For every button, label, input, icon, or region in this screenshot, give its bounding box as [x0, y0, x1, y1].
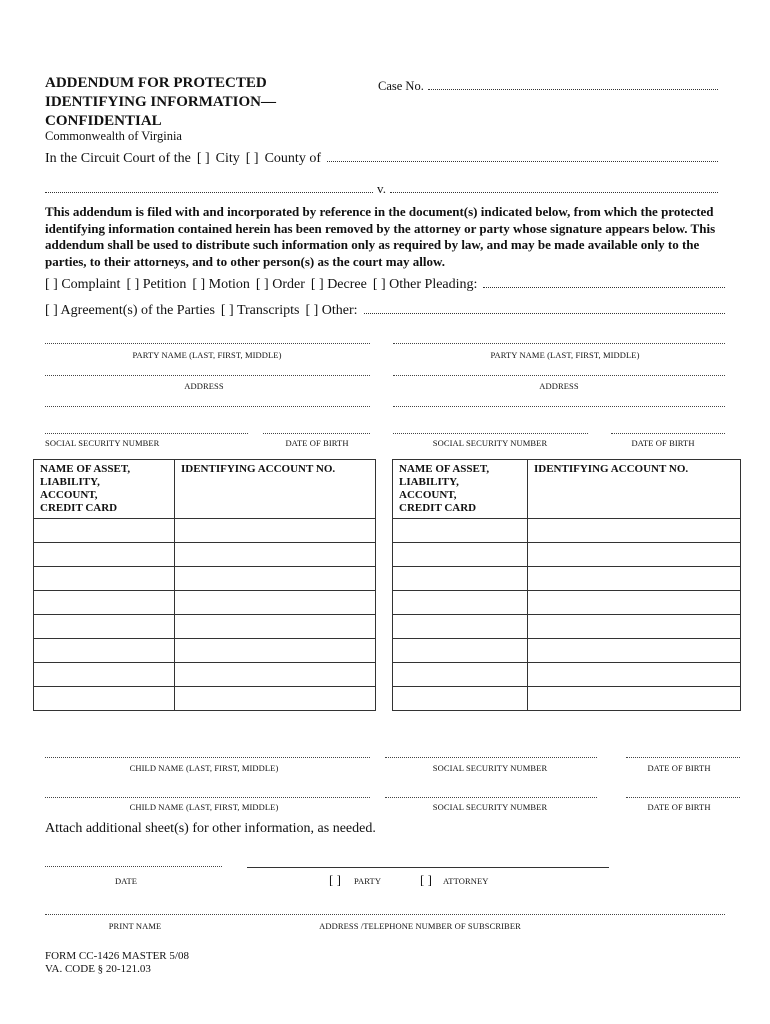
account-no-cell[interactable]	[175, 687, 376, 711]
table-row	[393, 591, 741, 615]
party2-address-line[interactable]	[393, 375, 725, 376]
child1-name-line[interactable]	[45, 757, 370, 758]
table-row	[393, 519, 741, 543]
table-row	[34, 567, 376, 591]
complaint-checkbox[interactable]: [ ] Complaint	[45, 277, 121, 292]
account-no-cell[interactable]	[528, 687, 741, 711]
asset-table-right	[392, 459, 741, 711]
attorney-label: ATTORNEY	[443, 876, 489, 886]
child2-ssn-line[interactable]	[385, 797, 597, 798]
date-line[interactable]	[45, 866, 222, 867]
table-row	[34, 519, 376, 543]
account-no-cell[interactable]	[175, 519, 376, 543]
form-footer	[45, 950, 189, 976]
party2-name-line[interactable]	[393, 343, 725, 344]
child1-ssn-line[interactable]	[385, 757, 597, 758]
va-code: VA. CODE § 20-121.03	[45, 963, 151, 975]
date-label: DATE	[114, 876, 138, 886]
party-checkbox[interactable]: [ ]	[329, 872, 341, 887]
defendant-line[interactable]	[390, 192, 718, 193]
asset-name-cell[interactable]	[393, 615, 528, 639]
document-types-line-1	[45, 277, 725, 293]
asset-name-cell[interactable]	[393, 663, 528, 687]
account-no-cell[interactable]	[175, 615, 376, 639]
party2-dob-label: DATE OF BIRTH	[631, 438, 695, 448]
plaintiff-line[interactable]	[45, 192, 373, 193]
account-no-cell[interactable]	[175, 639, 376, 663]
table-row	[34, 663, 376, 687]
versus-label: v.	[377, 181, 386, 196]
signature-line[interactable]	[247, 867, 609, 868]
party2-name-label: PARTY NAME (LAST, FIRST, MIDDLE)	[490, 350, 640, 360]
asset-name-cell[interactable]	[393, 519, 528, 543]
table-row	[34, 687, 376, 711]
transcripts-checkbox[interactable]: [ ] Transcripts	[220, 303, 300, 318]
court-line	[45, 151, 718, 167]
child2-dob-label: DATE OF BIRTH	[647, 802, 711, 812]
account-no-cell[interactable]	[528, 591, 741, 615]
asset-name-header: NAME OF ASSET, LIABILITY, ACCOUNT, CREDIT CARD	[393, 460, 528, 519]
party2-address-label: ADDRESS	[539, 381, 579, 391]
table-row	[34, 591, 376, 615]
asset-name-cell[interactable]	[34, 543, 175, 567]
attach-note: Attach additional sheet(s) for other information, as needed.	[45, 821, 376, 836]
table-row	[393, 615, 741, 639]
commonwealth-label: Commonwealth of Virginia	[45, 129, 182, 143]
title-line-3: CONFIDENTIAL	[45, 113, 162, 129]
child2-dob-line[interactable]	[626, 797, 740, 798]
decree-checkbox[interactable]: [ ] Decree	[310, 277, 367, 292]
county-checkbox[interactable]: [ ]	[245, 151, 259, 166]
party1-ssn-line[interactable]	[45, 433, 248, 434]
child2-name-line[interactable]	[45, 797, 370, 798]
asset-name-cell[interactable]	[393, 639, 528, 663]
party2-address-line-2[interactable]	[393, 406, 725, 407]
child1-ssn-label: SOCIAL SECURITY NUMBER	[432, 763, 548, 773]
form-number: FORM CC-1426 MASTER 5/08	[45, 950, 189, 962]
party-label: PARTY	[354, 876, 382, 886]
child1-name-label: CHILD NAME (LAST, FIRST, MIDDLE)	[129, 763, 279, 773]
party1-address-label: ADDRESS	[184, 381, 224, 391]
account-no-cell[interactable]	[528, 615, 741, 639]
party1-name-line[interactable]	[45, 343, 370, 344]
asset-name-header: NAME OF ASSET, LIABILITY, ACCOUNT, CREDIT CARD	[34, 460, 175, 519]
table-row	[34, 639, 376, 663]
asset-name-cell[interactable]	[393, 567, 528, 591]
account-no-cell[interactable]	[175, 567, 376, 591]
child1-dob-line[interactable]	[626, 757, 740, 758]
other-pleading-checkbox[interactable]: [ ] Other Pleading:	[372, 277, 478, 292]
account-no-cell[interactable]	[175, 663, 376, 687]
other-line[interactable]	[364, 313, 725, 314]
attorney-checkbox[interactable]: [ ]	[420, 872, 432, 887]
account-no-cell[interactable]	[528, 567, 741, 591]
asset-name-cell[interactable]	[34, 591, 175, 615]
table-row	[393, 663, 741, 687]
case-no-field[interactable]	[378, 79, 718, 94]
asset-name-cell[interactable]	[393, 543, 528, 567]
child1-dob-label: DATE OF BIRTH	[647, 763, 711, 773]
account-no-cell[interactable]	[528, 663, 741, 687]
asset-name-cell[interactable]	[34, 687, 175, 711]
child2-name-label: CHILD NAME (LAST, FIRST, MIDDLE)	[129, 802, 279, 812]
other-checkbox[interactable]: [ ] Other:	[305, 303, 358, 318]
court-label: In the Circuit Court of the	[45, 151, 191, 166]
asset-name-cell[interactable]	[34, 615, 175, 639]
document-types-line-2	[45, 303, 725, 319]
table-row	[393, 567, 741, 591]
account-no-header: IDENTIFYING ACCOUNT NO.	[528, 460, 741, 519]
parties-versus-line	[45, 181, 718, 197]
print-name-label: PRINT NAME	[108, 921, 162, 931]
print-name-address-line[interactable]	[45, 914, 725, 915]
table-row	[393, 639, 741, 663]
table-row	[34, 615, 376, 639]
case-no-line[interactable]	[428, 89, 718, 90]
title-line-1: ADDENDUM FOR PROTECTED	[45, 75, 267, 91]
order-checkbox[interactable]: [ ] Order	[255, 277, 305, 292]
addendum-statement: This addendum is filed with and incorporated by reference in the document(s) indicated below, from which the protected identifying information contained herein has been removed by the attorney or party whose signature appears below. This addendum shall be used to distribute such information only as required by law, and may be made available only to the parties, to their attorneys, and to other person(s) as the court may allow.	[45, 204, 716, 269]
asset-name-cell[interactable]	[34, 567, 175, 591]
table-row	[393, 687, 741, 711]
asset-name-cell[interactable]	[34, 663, 175, 687]
asset-name-cell[interactable]	[393, 687, 528, 711]
asset-table-left	[33, 459, 376, 711]
account-no-cell[interactable]	[175, 591, 376, 615]
account-no-cell[interactable]	[528, 543, 741, 567]
asset-name-cell[interactable]	[34, 639, 175, 663]
asset-name-cell[interactable]	[393, 591, 528, 615]
county-line[interactable]	[327, 161, 718, 162]
account-no-cell[interactable]	[528, 639, 741, 663]
address-phone-label: ADDRESS /TELEPHONE NUMBER OF SUBSCRIBER	[319, 921, 521, 931]
agreement-checkbox[interactable]: [ ] Agreement(s) of the Parties	[45, 303, 215, 318]
account-no-header: IDENTIFYING ACCOUNT NO.	[175, 460, 376, 519]
city-label: City	[215, 151, 240, 166]
title-line-2: IDENTIFYING INFORMATION—	[45, 94, 276, 110]
child2-ssn-label: SOCIAL SECURITY NUMBER	[432, 802, 548, 812]
case-no-label: Case No.	[378, 79, 424, 93]
account-no-cell[interactable]	[528, 519, 741, 543]
party1-address-line-2[interactable]	[45, 406, 370, 407]
party1-ssn-label: SOCIAL SECURITY NUMBER	[45, 438, 160, 448]
asset-name-cell[interactable]	[34, 519, 175, 543]
party2-dob-line[interactable]	[611, 433, 725, 434]
table-row	[393, 543, 741, 567]
other-pleading-line[interactable]	[483, 287, 725, 288]
party2-ssn-line[interactable]	[393, 433, 588, 434]
form-title	[45, 74, 276, 131]
city-checkbox[interactable]: [ ]	[196, 151, 210, 166]
county-label: County of	[264, 151, 321, 166]
party1-dob-label: DATE OF BIRTH	[285, 438, 349, 448]
table-row	[34, 543, 376, 567]
party1-name-label: PARTY NAME (LAST, FIRST, MIDDLE)	[132, 350, 282, 360]
party1-address-line[interactable]	[45, 375, 370, 376]
party2-ssn-label: SOCIAL SECURITY NUMBER	[432, 438, 548, 448]
motion-checkbox[interactable]: [ ] Motion	[192, 277, 250, 292]
account-no-cell[interactable]	[175, 543, 376, 567]
petition-checkbox[interactable]: [ ] Petition	[126, 277, 187, 292]
party1-dob-line[interactable]	[263, 433, 370, 434]
